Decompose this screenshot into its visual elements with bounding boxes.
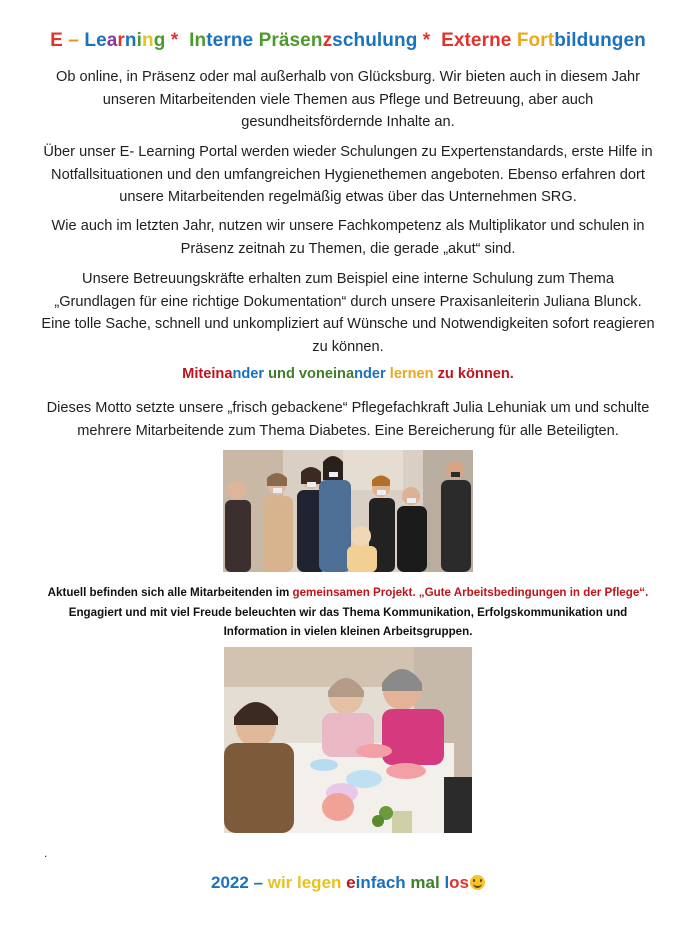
headline-segment: e bbox=[242, 30, 259, 51]
motto-segment: lernen bbox=[389, 366, 438, 382]
intro-paragraph: Ob online, in Präsenz oder mal außerhalb von Glücksburg. Wir bieten auch in diesem Jahr unseren Mitarbeitenden viele Themen aus Pflege und Betreuung, aber auch gesundheitsfördernde Inhalte an. bbox=[55, 69, 641, 130]
project-text-start: Aktuell befinden sich alle Mitarbeitenden im bbox=[47, 586, 293, 599]
motto-segment: Miteina bbox=[182, 366, 233, 382]
headline-segment: e bbox=[212, 30, 224, 51]
closing-slogan bbox=[0, 873, 696, 893]
headline-segment: Fort bbox=[516, 30, 555, 51]
headline-segment: I bbox=[189, 30, 195, 51]
headline-segment: ildungen bbox=[565, 30, 646, 51]
slogan-segment: mal bbox=[410, 873, 445, 892]
headline-segment: r bbox=[117, 30, 125, 51]
headline-segment: i bbox=[136, 30, 143, 51]
headline-segment: Präsen bbox=[258, 30, 323, 51]
headline-segment: z bbox=[322, 30, 333, 51]
slogan-segment: 2022 bbox=[210, 873, 249, 892]
headline-segment: n bbox=[124, 30, 137, 51]
motto-segment: nder bbox=[354, 366, 390, 382]
headline-segment: b bbox=[554, 30, 566, 51]
headline-segment: * bbox=[417, 30, 442, 51]
elearning-paragraph: Über unser E- Learning Portal werden wieder Schulungen zu Expertenstandards, erste Hilfe in Notfallsituationen und den umfangreichen Hygienethemen angeboten. Ebenso erfahren dort unsere Mitarbeitenden regelmäßig etwas über das Unternehmen SRG. bbox=[43, 144, 653, 205]
project-text-end: Engagiert und mit viel Freude beleuchten wir das Thema Kommunikation, Erfolgskommunikation und Information in vielen kleinen Arbeitsgruppen. bbox=[68, 605, 628, 638]
motto-line bbox=[0, 366, 696, 382]
diabetes-paragraph: Dieses Motto setzte unsere „frisch gebackene“ Pflegefachkraft Julia Lehuniak um und schulte mehrere Mitarbeitende zum Thema Diabetes. Eine Bereicherung für alle Beteiligten. bbox=[46, 400, 650, 439]
stray-period: . bbox=[44, 846, 48, 860]
headline-segment: L bbox=[84, 30, 97, 51]
headline-segment: r bbox=[223, 30, 231, 51]
workshop-photo bbox=[224, 647, 472, 833]
smiling-face-icon bbox=[470, 875, 485, 890]
presence-paragraph: Wie auch im letzten Jahr, nutzen wir unsere Fachkompetenz als Multiplikator und schulen in Präsenz zeitnah zu Themen, die gerade „akut“ sind. bbox=[51, 218, 645, 257]
headline-segment: – bbox=[62, 30, 85, 51]
motto-segment: und voneina bbox=[268, 366, 355, 382]
project-paragraph bbox=[40, 583, 656, 642]
documentation-paragraph: Unsere Betreuungskräfte erhalten zum Beispiel eine interne Schulung zum Thema „Grundlagen für eine richtige Dokumentation“ durch unsere Praxisanleiterin Juliana Blunck. Eine tolle Sache, schnell und unkompliziert auf Wünsche und Notwendigkeiten sofort reagieren zu können. bbox=[41, 271, 655, 355]
headline bbox=[0, 30, 696, 52]
headline-segment: Externe bbox=[441, 30, 517, 51]
slogan-segment: e bbox=[346, 873, 356, 892]
headline-segment: schulung bbox=[332, 30, 418, 51]
motto-segment: zu können. bbox=[437, 366, 514, 382]
headline-segment: e bbox=[96, 30, 107, 51]
motto-segment: nder bbox=[232, 366, 269, 382]
slogan-segment: – bbox=[248, 873, 268, 892]
headline-segment: n bbox=[230, 30, 243, 51]
headline-segment: a bbox=[106, 30, 118, 51]
slogan-segment: infach bbox=[355, 873, 411, 892]
slogan-segment: wir legen bbox=[267, 873, 347, 892]
headline-segment: g bbox=[153, 30, 166, 51]
slogan-segment: l bbox=[444, 873, 450, 892]
headline-segment: t bbox=[206, 30, 213, 51]
headline-segment: E bbox=[50, 30, 63, 51]
headline-segment: * bbox=[165, 30, 190, 51]
headline-segment: n bbox=[194, 30, 207, 51]
slogan-segment: os bbox=[449, 873, 470, 892]
headline-segment: n bbox=[142, 30, 154, 51]
project-name-highlight: gemeinsamen Projekt. „Gute Arbeitsbedingungen in der Pflege“. bbox=[292, 586, 649, 599]
training-group-photo bbox=[223, 450, 473, 572]
